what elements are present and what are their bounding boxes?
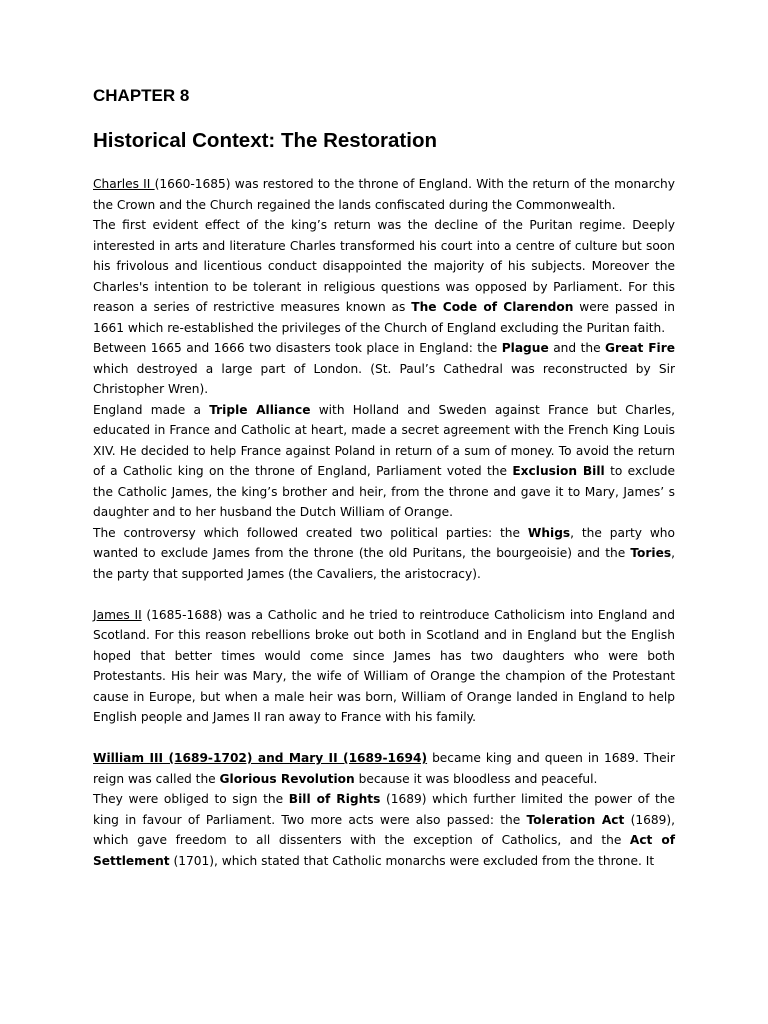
text-run: because it was bloodless and peaceful. (354, 771, 598, 786)
text-run: Between 1665 and 1666 two disasters took place in England: the (93, 341, 502, 355)
text-run: to exclude the Catholic James, the king’s brother and heir, from the throne and gave it to Mary, James’ s daughter and to her husband the Dutch William of Orange. (93, 464, 676, 519)
paragraph (93, 338, 675, 400)
text-run: with Holland and Sweden against France but Charles, educated in France and Catholic at heart, made a secret agreement with the French King Louis XIV. He decided to help France against Poland in return of a sum of money. To avoid the return of a Catholic king on the throne of England, Parliament voted the (93, 402, 675, 478)
paragraph (93, 174, 675, 215)
text-run: William III (1689-1702) and Mary II (1689-1694) (93, 751, 428, 765)
text-run: The controversy which followed created two political parties: the (93, 525, 528, 540)
text-run: Whigs (527, 525, 571, 540)
text-run: The Code of Clarendon (411, 300, 574, 314)
text-run: Plague (501, 341, 549, 355)
paragraph (93, 789, 675, 871)
text-run: , the party that supported James (the Cavaliers, the aristocracy). (93, 546, 675, 581)
text-run: (1689) which further limited the power of the king in favour of Parliament. Two more acts were also passed: the (93, 792, 675, 827)
text-run: (1660-1685) was restored to the throne of England. With the return of the monarchy the Crown and the Church regained the lands confiscated during the Commonwealth. (93, 177, 675, 212)
text-run: Great Fire (605, 341, 675, 355)
text-run: and the (548, 341, 606, 355)
text-run: The first evident effect of the king’s return was the decline of the Puritan regime. Deeply interested in arts and literature Charles transformed his court into a centre of culture but soon his frivolous and licentious conduct disappointed the majority of his subjects. Moreover the Charles's intention to be tolerant in religious questions was opposed by Parliament. For this reason a series of restrictive measures known as (93, 218, 675, 314)
text-run: James II (93, 607, 142, 622)
text-run: were passed in 1661 which re-established the privileges of the Church of England excluding the Puritan faith. (93, 300, 676, 335)
text-run: Toleration Act (526, 812, 625, 827)
page-title: Historical Context: The Restoration (93, 129, 437, 152)
text-run: Glorious Revolution (219, 771, 355, 786)
text-run: became king and queen in 1689. Their reign was called the (93, 751, 676, 786)
paragraph (93, 523, 675, 585)
text-run: They were obliged to sign the (93, 792, 289, 806)
text-run: Exclusion Bill (512, 464, 605, 478)
text-run: , the party who wanted to exclude James from the throne (the old Puritans, the bourgeoisie) and the (93, 525, 675, 560)
paragraph (93, 215, 675, 338)
text-run: (1701), which stated that Catholic monarchs were excluded from the throne. It (169, 853, 655, 868)
paragraph (93, 748, 675, 789)
paragraph (93, 400, 675, 523)
text-run: Tories (630, 546, 672, 560)
text-run: Triple Alliance (209, 402, 311, 417)
chapter-label: CHAPTER 8 (93, 86, 190, 105)
text-run: Charles II (93, 177, 155, 191)
text-run: (1689), which gave freedom to all dissenters with the exception of Catholics, and the (93, 812, 676, 847)
text-run: which destroyed a large part of London. (St. Paul’s Cathedral was reconstructed by Sir Christopher Wren). (93, 361, 675, 396)
text-run: England made a (93, 402, 210, 417)
text-run: Bill of Rights (288, 792, 381, 806)
body-text (93, 174, 675, 871)
paragraph (93, 605, 675, 728)
text-run: Act of Settlement (93, 833, 675, 868)
text-run: (1685-1688) was a Catholic and he tried to reintroduce Catholicism into England and Scotland. For this reason rebellions broke out both in Scotland and in England but the English hoped that better times would come since James has two daughters who were both Protestants. His heir was Mary, the wife of William of Orange the champion of the Protestant cause in Europe, but when a male heir was born, William of Orange landed in England to help English people and James II ran away to France with his family. (93, 607, 675, 724)
